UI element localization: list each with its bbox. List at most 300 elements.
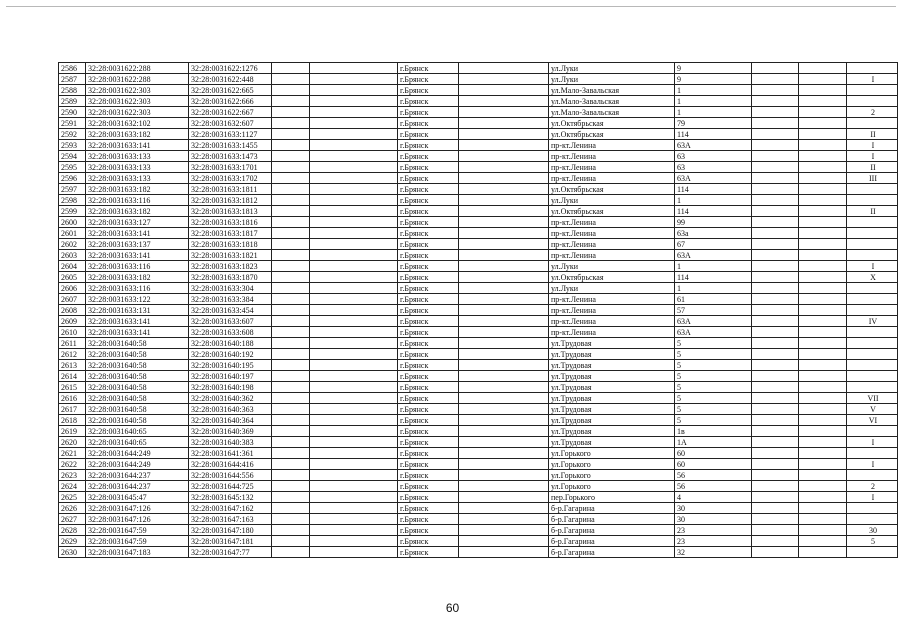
land-cadastral-number-cell: 32:28:0031633:133 bbox=[86, 162, 189, 173]
city-cell: г.Брянск bbox=[398, 283, 459, 294]
empty-cell bbox=[310, 85, 398, 96]
row-number-cell: 2611 bbox=[59, 338, 86, 349]
empty-cell bbox=[310, 536, 398, 547]
empty-cell bbox=[459, 107, 549, 118]
house-number-cell: 5 bbox=[675, 404, 752, 415]
premises-number-cell bbox=[847, 195, 898, 206]
object-cadastral-number-cell: 32:28:0031647:163 bbox=[189, 514, 272, 525]
house-number-cell: 114 bbox=[675, 206, 752, 217]
street-cell: ул.Горького bbox=[549, 459, 675, 470]
city-cell: г.Брянск bbox=[398, 96, 459, 107]
empty-cell bbox=[310, 239, 398, 250]
empty-cell bbox=[799, 382, 847, 393]
table-row bbox=[59, 382, 898, 393]
land-cadastral-number-cell: 32:28:0031640:58 bbox=[86, 382, 189, 393]
empty-cell bbox=[272, 437, 310, 448]
empty-cell bbox=[459, 393, 549, 404]
empty-cell bbox=[799, 492, 847, 503]
object-cadastral-number-cell: 32:28:0031641:361 bbox=[189, 448, 272, 459]
empty-cell bbox=[272, 536, 310, 547]
empty-cell bbox=[752, 393, 799, 404]
land-cadastral-number-cell: 32:28:0031622:303 bbox=[86, 96, 189, 107]
empty-cell bbox=[799, 217, 847, 228]
empty-cell bbox=[459, 316, 549, 327]
empty-cell bbox=[459, 459, 549, 470]
empty-cell bbox=[752, 448, 799, 459]
street-cell: пр-кт.Ленина bbox=[549, 250, 675, 261]
land-cadastral-number-cell: 32:28:0031633:116 bbox=[86, 261, 189, 272]
empty-cell bbox=[310, 228, 398, 239]
register-table bbox=[58, 62, 898, 558]
empty-cell bbox=[459, 118, 549, 129]
object-cadastral-number-cell: 32:28:0031640:188 bbox=[189, 338, 272, 349]
city-cell: г.Брянск bbox=[398, 250, 459, 261]
street-cell: ул.Мало-Завальская bbox=[549, 96, 675, 107]
empty-cell bbox=[752, 360, 799, 371]
house-number-cell: 114 bbox=[675, 129, 752, 140]
empty-cell bbox=[799, 250, 847, 261]
land-cadastral-number-cell: 32:28:0031647:59 bbox=[86, 536, 189, 547]
empty-cell bbox=[799, 415, 847, 426]
house-number-cell: 60 bbox=[675, 448, 752, 459]
city-cell: г.Брянск bbox=[398, 85, 459, 96]
house-number-cell: 1 bbox=[675, 283, 752, 294]
house-number-cell: 63А bbox=[675, 140, 752, 151]
empty-cell bbox=[752, 151, 799, 162]
house-number-cell: 114 bbox=[675, 272, 752, 283]
empty-cell bbox=[752, 470, 799, 481]
row-number-cell: 2622 bbox=[59, 459, 86, 470]
premises-number-cell: II bbox=[847, 206, 898, 217]
empty-cell bbox=[310, 206, 398, 217]
land-cadastral-number-cell: 32:28:0031633:133 bbox=[86, 173, 189, 184]
empty-cell bbox=[310, 217, 398, 228]
row-number-cell: 2618 bbox=[59, 415, 86, 426]
row-number-cell: 2594 bbox=[59, 151, 86, 162]
empty-cell bbox=[752, 437, 799, 448]
empty-cell bbox=[272, 492, 310, 503]
premises-number-cell bbox=[847, 426, 898, 437]
street-cell: ул.Горького bbox=[549, 470, 675, 481]
premises-number-cell: II bbox=[847, 129, 898, 140]
city-cell: г.Брянск bbox=[398, 393, 459, 404]
object-cadastral-number-cell: 32:28:0031640:363 bbox=[189, 404, 272, 415]
land-cadastral-number-cell: 32:28:0031640:58 bbox=[86, 404, 189, 415]
empty-cell bbox=[272, 129, 310, 140]
street-cell: ул.Трудовая bbox=[549, 404, 675, 415]
object-cadastral-number-cell: 32:28:0031647:162 bbox=[189, 503, 272, 514]
street-cell: ул.Октябрьская bbox=[549, 129, 675, 140]
row-number-cell: 2629 bbox=[59, 536, 86, 547]
empty-cell bbox=[752, 195, 799, 206]
city-cell: г.Брянск bbox=[398, 327, 459, 338]
empty-cell bbox=[799, 283, 847, 294]
city-cell: г.Брянск bbox=[398, 437, 459, 448]
house-number-cell: 5 bbox=[675, 382, 752, 393]
object-cadastral-number-cell: 32:28:0031622:666 bbox=[189, 96, 272, 107]
row-number-cell: 2592 bbox=[59, 129, 86, 140]
table-row bbox=[59, 448, 898, 459]
table-row bbox=[59, 360, 898, 371]
empty-cell bbox=[272, 448, 310, 459]
table-row bbox=[59, 481, 898, 492]
empty-cell bbox=[310, 470, 398, 481]
object-cadastral-number-cell: 32:28:0031633:1823 bbox=[189, 261, 272, 272]
empty-cell bbox=[752, 316, 799, 327]
land-cadastral-number-cell: 32:28:0031633:137 bbox=[86, 239, 189, 250]
object-cadastral-number-cell: 32:28:0031647:180 bbox=[189, 525, 272, 536]
empty-cell bbox=[459, 371, 549, 382]
premises-number-cell bbox=[847, 503, 898, 514]
empty-cell bbox=[310, 426, 398, 437]
empty-cell bbox=[799, 74, 847, 85]
empty-cell bbox=[310, 195, 398, 206]
table-row bbox=[59, 492, 898, 503]
empty-cell bbox=[752, 217, 799, 228]
street-cell: пр-кт.Ленина bbox=[549, 239, 675, 250]
city-cell: г.Брянск bbox=[398, 173, 459, 184]
empty-cell bbox=[310, 107, 398, 118]
empty-cell bbox=[459, 536, 549, 547]
empty-cell bbox=[799, 371, 847, 382]
empty-cell bbox=[752, 338, 799, 349]
object-cadastral-number-cell: 32:28:0031640:195 bbox=[189, 360, 272, 371]
land-cadastral-number-cell: 32:28:0031640:58 bbox=[86, 371, 189, 382]
empty-cell bbox=[799, 448, 847, 459]
row-number-cell: 2610 bbox=[59, 327, 86, 338]
house-number-cell: 60 bbox=[675, 459, 752, 470]
empty-cell bbox=[272, 470, 310, 481]
table-row bbox=[59, 272, 898, 283]
street-cell: ул.Мало-Завальская bbox=[549, 85, 675, 96]
empty-cell bbox=[752, 536, 799, 547]
object-cadastral-number-cell: 32:28:0031622:1276 bbox=[189, 63, 272, 74]
empty-cell bbox=[310, 338, 398, 349]
street-cell: б-р.Гагарина bbox=[549, 514, 675, 525]
table-row bbox=[59, 195, 898, 206]
table-row bbox=[59, 316, 898, 327]
house-number-cell: 63А bbox=[675, 327, 752, 338]
empty-cell bbox=[272, 96, 310, 107]
object-cadastral-number-cell: 32:28:0031633:1127 bbox=[189, 129, 272, 140]
row-number-cell: 2625 bbox=[59, 492, 86, 503]
empty-cell bbox=[272, 195, 310, 206]
street-cell: пр-кт.Ленина bbox=[549, 228, 675, 239]
land-cadastral-number-cell: 32:28:0031633:141 bbox=[86, 327, 189, 338]
premises-number-cell: 2 bbox=[847, 107, 898, 118]
row-number-cell: 2604 bbox=[59, 261, 86, 272]
empty-cell bbox=[272, 426, 310, 437]
city-cell: г.Брянск bbox=[398, 129, 459, 140]
street-cell: б-р.Гагарина bbox=[549, 536, 675, 547]
empty-cell bbox=[752, 514, 799, 525]
house-number-cell: 63 bbox=[675, 151, 752, 162]
street-cell: ул.Луки bbox=[549, 261, 675, 272]
street-cell: пр-кт.Ленина bbox=[549, 294, 675, 305]
premises-number-cell: I bbox=[847, 492, 898, 503]
city-cell: г.Брянск bbox=[398, 228, 459, 239]
empty-cell bbox=[310, 349, 398, 360]
land-cadastral-number-cell: 32:28:0031622:303 bbox=[86, 85, 189, 96]
house-number-cell: 1 bbox=[675, 85, 752, 96]
empty-cell bbox=[799, 338, 847, 349]
row-number-cell: 2620 bbox=[59, 437, 86, 448]
empty-cell bbox=[272, 217, 310, 228]
register-table-body bbox=[59, 63, 898, 558]
row-number-cell: 2597 bbox=[59, 184, 86, 195]
city-cell: г.Брянск bbox=[398, 492, 459, 503]
row-number-cell: 2601 bbox=[59, 228, 86, 239]
street-cell: ул.Октябрьская bbox=[549, 118, 675, 129]
empty-cell bbox=[459, 327, 549, 338]
empty-cell bbox=[272, 382, 310, 393]
table-row bbox=[59, 514, 898, 525]
empty-cell bbox=[752, 426, 799, 437]
empty-cell bbox=[752, 547, 799, 558]
object-cadastral-number-cell: 32:28:0031633:608 bbox=[189, 327, 272, 338]
table-row bbox=[59, 184, 898, 195]
city-cell: г.Брянск bbox=[398, 426, 459, 437]
table-row bbox=[59, 415, 898, 426]
scan-edge-line bbox=[6, 6, 896, 7]
table-row bbox=[59, 74, 898, 85]
empty-cell bbox=[459, 151, 549, 162]
premises-number-cell: V bbox=[847, 404, 898, 415]
land-cadastral-number-cell: 32:28:0031647:126 bbox=[86, 514, 189, 525]
land-cadastral-number-cell: 32:28:0031622:288 bbox=[86, 74, 189, 85]
street-cell: пер.Горького bbox=[549, 492, 675, 503]
house-number-cell: 30 bbox=[675, 514, 752, 525]
empty-cell bbox=[310, 525, 398, 536]
table-row bbox=[59, 261, 898, 272]
object-cadastral-number-cell: 32:28:0031633:1813 bbox=[189, 206, 272, 217]
premises-number-cell bbox=[847, 448, 898, 459]
street-cell: пр-кт.Ленина bbox=[549, 151, 675, 162]
land-cadastral-number-cell: 32:28:0031633:182 bbox=[86, 206, 189, 217]
table-row bbox=[59, 305, 898, 316]
empty-cell bbox=[272, 459, 310, 470]
empty-cell bbox=[799, 85, 847, 96]
premises-number-cell bbox=[847, 349, 898, 360]
row-number-cell: 2616 bbox=[59, 393, 86, 404]
object-cadastral-number-cell: 32:28:0031622:448 bbox=[189, 74, 272, 85]
empty-cell bbox=[799, 481, 847, 492]
empty-cell bbox=[272, 338, 310, 349]
premises-number-cell bbox=[847, 217, 898, 228]
empty-cell bbox=[310, 272, 398, 283]
house-number-cell: 5 bbox=[675, 349, 752, 360]
empty-cell bbox=[272, 74, 310, 85]
street-cell: пр-кт.Ленина bbox=[549, 327, 675, 338]
premises-number-cell: I bbox=[847, 437, 898, 448]
street-cell: ул.Луки bbox=[549, 283, 675, 294]
empty-cell bbox=[752, 415, 799, 426]
empty-cell bbox=[272, 547, 310, 558]
premises-number-cell bbox=[847, 228, 898, 239]
empty-cell bbox=[752, 349, 799, 360]
city-cell: г.Брянск bbox=[398, 151, 459, 162]
row-number-cell: 2613 bbox=[59, 360, 86, 371]
row-number-cell: 2624 bbox=[59, 481, 86, 492]
city-cell: г.Брянск bbox=[398, 404, 459, 415]
object-cadastral-number-cell: 32:28:0031633:304 bbox=[189, 283, 272, 294]
city-cell: г.Брянск bbox=[398, 371, 459, 382]
object-cadastral-number-cell: 32:28:0031640:197 bbox=[189, 371, 272, 382]
table-row bbox=[59, 140, 898, 151]
house-number-cell: 5 bbox=[675, 415, 752, 426]
premises-number-cell bbox=[847, 283, 898, 294]
empty-cell bbox=[310, 437, 398, 448]
empty-cell bbox=[752, 118, 799, 129]
object-cadastral-number-cell: 32:28:0031633:1811 bbox=[189, 184, 272, 195]
empty-cell bbox=[799, 195, 847, 206]
row-number-cell: 2627 bbox=[59, 514, 86, 525]
object-cadastral-number-cell: 32:28:0031647:77 bbox=[189, 547, 272, 558]
table-row bbox=[59, 217, 898, 228]
empty-cell bbox=[752, 371, 799, 382]
land-cadastral-number-cell: 32:28:0031644:249 bbox=[86, 459, 189, 470]
house-number-cell: 67 bbox=[675, 239, 752, 250]
premises-number-cell bbox=[847, 63, 898, 74]
house-number-cell: 1в bbox=[675, 426, 752, 437]
object-cadastral-number-cell: 32:28:0031640:192 bbox=[189, 349, 272, 360]
premises-number-cell: I bbox=[847, 151, 898, 162]
city-cell: г.Брянск bbox=[398, 481, 459, 492]
empty-cell bbox=[310, 140, 398, 151]
row-number-cell: 2628 bbox=[59, 525, 86, 536]
empty-cell bbox=[310, 129, 398, 140]
land-cadastral-number-cell: 32:28:0031647:126 bbox=[86, 503, 189, 514]
empty-cell bbox=[272, 316, 310, 327]
empty-cell bbox=[459, 514, 549, 525]
premises-number-cell: 2 bbox=[847, 481, 898, 492]
empty-cell bbox=[799, 151, 847, 162]
empty-cell bbox=[272, 404, 310, 415]
empty-cell bbox=[459, 173, 549, 184]
object-cadastral-number-cell: 32:28:0031633:1455 bbox=[189, 140, 272, 151]
land-cadastral-number-cell: 32:28:0031633:131 bbox=[86, 305, 189, 316]
row-number-cell: 2598 bbox=[59, 195, 86, 206]
premises-number-cell: IV bbox=[847, 316, 898, 327]
city-cell: г.Брянск bbox=[398, 184, 459, 195]
house-number-cell: 1 bbox=[675, 107, 752, 118]
empty-cell bbox=[459, 195, 549, 206]
empty-cell bbox=[310, 74, 398, 85]
empty-cell bbox=[272, 514, 310, 525]
house-number-cell: 4 bbox=[675, 492, 752, 503]
house-number-cell: 5 bbox=[675, 338, 752, 349]
street-cell: ул.Трудовая bbox=[549, 393, 675, 404]
empty-cell bbox=[752, 140, 799, 151]
empty-cell bbox=[272, 294, 310, 305]
empty-cell bbox=[272, 327, 310, 338]
empty-cell bbox=[459, 283, 549, 294]
street-cell: ул.Луки bbox=[549, 74, 675, 85]
land-cadastral-number-cell: 32:28:0031647:183 bbox=[86, 547, 189, 558]
city-cell: г.Брянск bbox=[398, 448, 459, 459]
empty-cell bbox=[752, 173, 799, 184]
house-number-cell: 9 bbox=[675, 74, 752, 85]
premises-number-cell: I bbox=[847, 140, 898, 151]
city-cell: г.Брянск bbox=[398, 470, 459, 481]
row-number-cell: 2593 bbox=[59, 140, 86, 151]
empty-cell bbox=[799, 305, 847, 316]
street-cell: пр-кт.Ленина bbox=[549, 173, 675, 184]
row-number-cell: 2603 bbox=[59, 250, 86, 261]
empty-cell bbox=[272, 481, 310, 492]
empty-cell bbox=[272, 228, 310, 239]
street-cell: б-р.Гагарина bbox=[549, 547, 675, 558]
empty-cell bbox=[310, 503, 398, 514]
table-row bbox=[59, 426, 898, 437]
empty-cell bbox=[752, 85, 799, 96]
empty-cell bbox=[799, 437, 847, 448]
street-cell: ул.Трудовая bbox=[549, 437, 675, 448]
house-number-cell: 1 bbox=[675, 261, 752, 272]
land-cadastral-number-cell: 32:28:0031640:58 bbox=[86, 393, 189, 404]
empty-cell bbox=[459, 129, 549, 140]
empty-cell bbox=[459, 415, 549, 426]
house-number-cell: 61 bbox=[675, 294, 752, 305]
empty-cell bbox=[752, 404, 799, 415]
page-number: 60 bbox=[445, 601, 460, 615]
empty-cell bbox=[310, 305, 398, 316]
street-cell: ул.Трудовая bbox=[549, 360, 675, 371]
empty-cell bbox=[459, 437, 549, 448]
empty-cell bbox=[459, 63, 549, 74]
land-cadastral-number-cell: 32:28:0031644:249 bbox=[86, 448, 189, 459]
empty-cell bbox=[459, 470, 549, 481]
premises-number-cell: 5 bbox=[847, 536, 898, 547]
empty-cell bbox=[272, 184, 310, 195]
empty-cell bbox=[310, 459, 398, 470]
empty-cell bbox=[310, 96, 398, 107]
empty-cell bbox=[310, 63, 398, 74]
city-cell: г.Брянск bbox=[398, 349, 459, 360]
premises-number-cell bbox=[847, 250, 898, 261]
empty-cell bbox=[272, 283, 310, 294]
empty-cell bbox=[310, 547, 398, 558]
house-number-cell: 5 bbox=[675, 393, 752, 404]
table-row bbox=[59, 547, 898, 558]
object-cadastral-number-cell: 32:28:0031647:181 bbox=[189, 536, 272, 547]
empty-cell bbox=[752, 261, 799, 272]
house-number-cell: 63 bbox=[675, 162, 752, 173]
object-cadastral-number-cell: 32:28:0031645:132 bbox=[189, 492, 272, 503]
empty-cell bbox=[752, 481, 799, 492]
city-cell: г.Брянск bbox=[398, 316, 459, 327]
empty-cell bbox=[310, 173, 398, 184]
empty-cell bbox=[799, 118, 847, 129]
object-cadastral-number-cell: 32:28:0031633:1702 bbox=[189, 173, 272, 184]
empty-cell bbox=[752, 206, 799, 217]
empty-cell bbox=[752, 525, 799, 536]
empty-cell bbox=[752, 162, 799, 173]
empty-cell bbox=[310, 481, 398, 492]
empty-cell bbox=[459, 338, 549, 349]
table-row bbox=[59, 85, 898, 96]
empty-cell bbox=[752, 74, 799, 85]
empty-cell bbox=[799, 470, 847, 481]
premises-number-cell bbox=[847, 118, 898, 129]
city-cell: г.Брянск bbox=[398, 272, 459, 283]
premises-number-cell: VII bbox=[847, 393, 898, 404]
empty-cell bbox=[459, 547, 549, 558]
street-cell: пр-кт.Ленина bbox=[549, 140, 675, 151]
table-row bbox=[59, 283, 898, 294]
empty-cell bbox=[752, 184, 799, 195]
city-cell: г.Брянск bbox=[398, 338, 459, 349]
